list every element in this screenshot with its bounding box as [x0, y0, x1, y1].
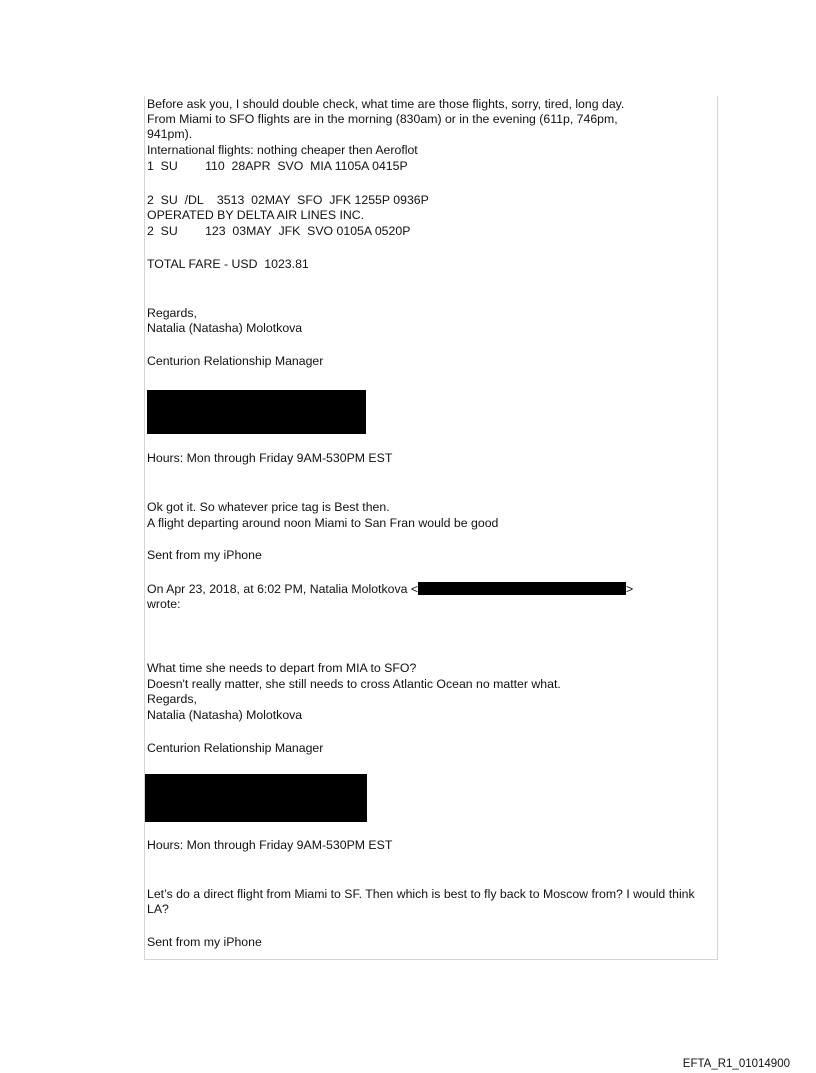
reply2-sent-from: Sent from my iPhone	[147, 548, 262, 562]
signature1-hours: Hours: Mon through Friday 9AM-530PM EST	[147, 451, 393, 465]
itinerary-segment-2: 2 SU /DL 3513 02MAY SFO JFK 1255P 0936P	[147, 193, 429, 207]
signature1-title: Centurion Relationship Manager	[147, 354, 324, 368]
reply2-line-2: A flight departing around noon Miami to San Fran would be good	[147, 516, 499, 530]
quoted1-line-2: Doesn't really matter, she still needs to cross Atlantic Ocean no matter what.	[147, 677, 561, 691]
quote-header-line-1	[147, 582, 633, 597]
itinerary-segment-1: 1 SU 110 28APR SVO MIA 1105A 0415P	[147, 159, 408, 173]
itinerary-segment-3: 2 SU 123 03MAY JFK SVO 0105A 0520P	[147, 224, 411, 238]
intro-line-2: From Miami to SFO flights are in the morning (830am) or in the evening (611p, 746pm,	[147, 112, 618, 126]
signature1-name: Natalia (Natasha) Molotkova	[147, 321, 303, 335]
redaction-block-1	[147, 390, 366, 434]
quote-header-suffix: >	[626, 582, 634, 596]
intro-line-3: 941pm).	[147, 127, 193, 141]
redaction-block-2	[145, 774, 367, 822]
document-id-footer: EFTA_R1_01014900	[682, 1058, 790, 1070]
quote-header-prefix: On Apr 23, 2018, at 6:02 PM, Natalia Molotkova <	[147, 582, 419, 596]
intro-line-4: International flights: nothing cheaper then Aeroflot	[147, 143, 418, 157]
quoted1-regards: Regards,	[147, 692, 197, 706]
quoted2-sent-from: Sent from my iPhone	[147, 935, 262, 949]
signature1-regards: Regards,	[147, 306, 197, 320]
itinerary-total-fare: TOTAL FARE - USD 1023.81	[147, 257, 309, 271]
intro-line-1: Before ask you, I should double check, what time are those flights, sorry, tired, long day.	[147, 97, 625, 111]
quoted1-line-1: What time she needs to depart from MIA to SFO?	[147, 661, 417, 675]
itinerary-operated-by: OPERATED BY DELTA AIR LINES INC.	[147, 208, 365, 222]
quoted2-body: Let’s do a direct flight from Miami to SF. Then which is best to fly back to Moscow from? I would think LA?	[147, 887, 695, 916]
quoted1-title: Centurion Relationship Manager	[147, 741, 324, 755]
quoted1-hours: Hours: Mon through Friday 9AM-530PM EST	[147, 838, 393, 852]
quoted1-name: Natalia (Natasha) Molotkova	[147, 708, 303, 722]
reply2-line-1: Ok got it. So whatever price tag is Best then.	[147, 500, 390, 514]
redaction-email-address	[418, 582, 626, 595]
quote-header-line-2: wrote:	[147, 597, 181, 611]
